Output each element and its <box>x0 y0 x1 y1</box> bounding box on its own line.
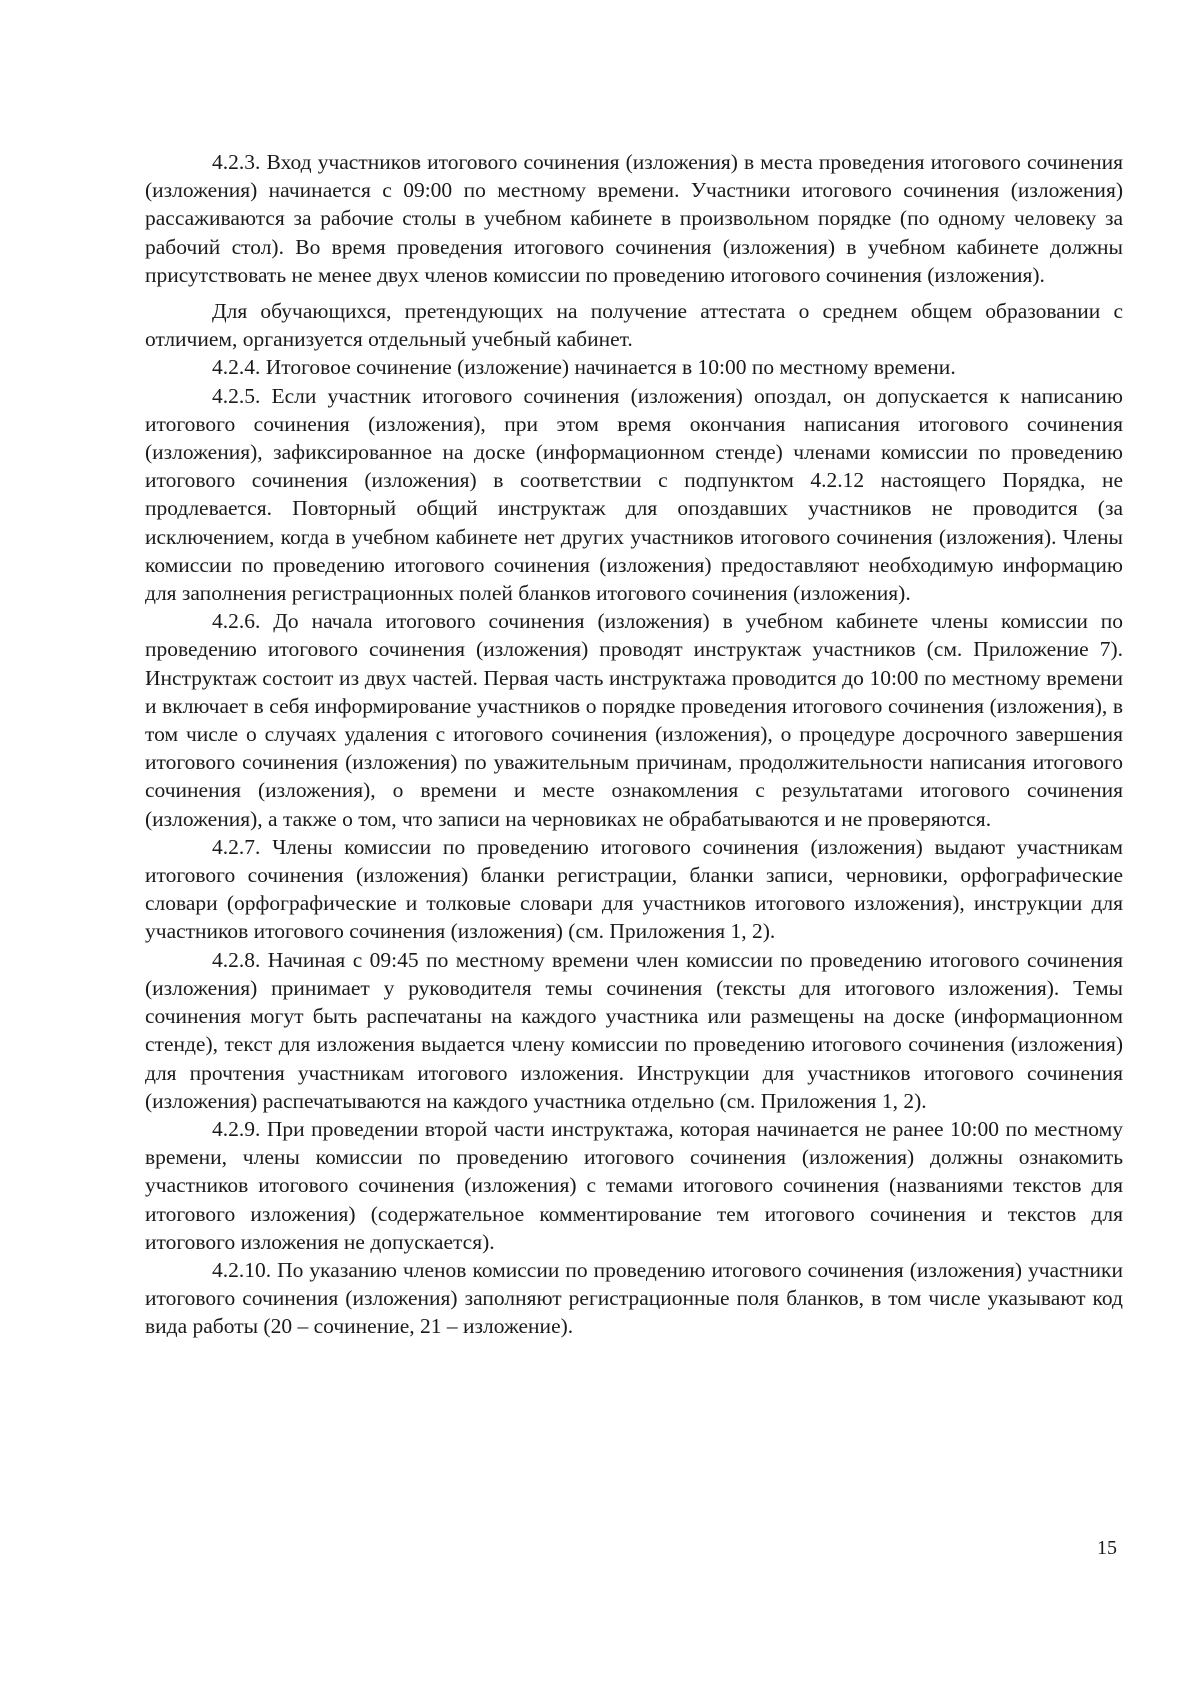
paragraph-4-2-6: 4.2.6. До начала итогового сочинения (изложения) в учебном кабинете члены комиссии по проведению итогового сочинения (изложения) проводят инструктаж участников (см. Приложение 7). Инструктаж состоит из двух частей. Первая часть инструктажа проводится до 10:00 по местному времени и включает в себя информирование участников о порядке проведения итогового сочинения (изложения), в том числе о случаях удаления с итогового сочинения (изложения), о процедуре досрочного завершения итогового сочинения (изложения) по уважительным причинам, продолжительности написания итогового сочинения (изложения), о времени и месте ознакомления с результатами итогового сочинения (изложения), а также о том, что записи на черновиках не обрабатываются и не проверяются. <box>145 609 1123 831</box>
document-body <box>145 148 1123 1341</box>
page-number: 15 <box>1097 1537 1117 1559</box>
paragraph-4-2-5: 4.2.5. Если участник итогового сочинения (изложения) опоздал, он допускается к написанию итогового сочинения (изложения), при этом время окончания написания итогового сочинения (изложения), зафиксированное на доске (информационном стенде) членами комиссии по проведению итогового сочинения (изложения) в соответствии с подпунктом 4.2.12 настоящего Порядка, не продлевается. Повторный общий инструктаж для опоздавших участников не проводится (за исключением, когда в учебном кабинете нет других участников итогового сочинения (изложения). Члены комиссии по проведению итогового сочинения (изложения) предоставляют необходимую информацию для заполнения регистрационных полей бланков итогового сочинения (изложения). <box>145 383 1123 606</box>
paragraph-4-2-4: 4.2.4. Итоговое сочинение (изложение) начинается в 10:00 по местному времени. <box>212 355 956 380</box>
paragraph-4-2-10: 4.2.10. По указанию членов комиссии по проведению итогового сочинения (изложения) участники итогового сочинения (изложения) заполняют регистрационные поля бланков, в том числе указывают код вида работы (20 – сочинение, 21 – изложение). <box>145 1257 1123 1339</box>
paragraph-4-2-8: 4.2.8. Начиная с 09:45 по местному времени член комиссии по проведению итогового сочинения (изложения) принимает у руководителя темы сочинения (тексты для итогового изложения). Темы сочинения могут быть распечатаны на каждого участника или размещены на доске (информационном стенде), текст для изложения выдается члену комиссии по проведению итогового сочинения (изложения) для прочтения участникам итогового изложения. Инструкции для участников итогового сочинения (изложения) распечатываются на каждого участника отдельно (см. Приложения 1, 2). <box>145 947 1123 1113</box>
paragraph-honors-cabinet: Для обучающихся, претендующих на получение аттестата о среднем общем образовании с отличием, организуется отдельный учебный кабинет. <box>145 299 1123 352</box>
paragraph-4-2-9: 4.2.9. При проведении второй части инструктажа, которая начинается не ранее 10:00 по местному времени, члены комиссии по проведению итогового сочинения (изложения) должны ознакомить участников итогового сочинения (изложения) с темами итогового сочинения (названиями текстов для итогового изложения) (содержательное комментирование тем итогового сочинения и текстов для итогового изложения не допускается). <box>145 1116 1123 1254</box>
paragraph-4-2-7: 4.2.7. Члены комиссии по проведению итогового сочинения (изложения) выдают участникам итогового сочинения (изложения) бланки регистрации, бланки записи, черновики, орфографические словари (орфографические и толковые словари для участников итогового изложения), инструкции для участников итогового сочинения (изложения) (см. Приложения 1, 2). <box>145 834 1123 944</box>
paragraph-4-2-3: 4.2.3. Вход участников итогового сочинения (изложения) в места проведения итогового сочинения (изложения) начинается с 09:00 по местному времени. Участники итогового сочинения (изложения) рассаживаются за рабочие столы в учебном кабинете в произвольном порядке (по одному человеку за рабочий стол). Во время проведения итогового сочинения (изложения) в учебном кабинете должны присутствовать не менее двух членов комиссии по проведению итогового сочинения (изложения). <box>145 150 1123 287</box>
